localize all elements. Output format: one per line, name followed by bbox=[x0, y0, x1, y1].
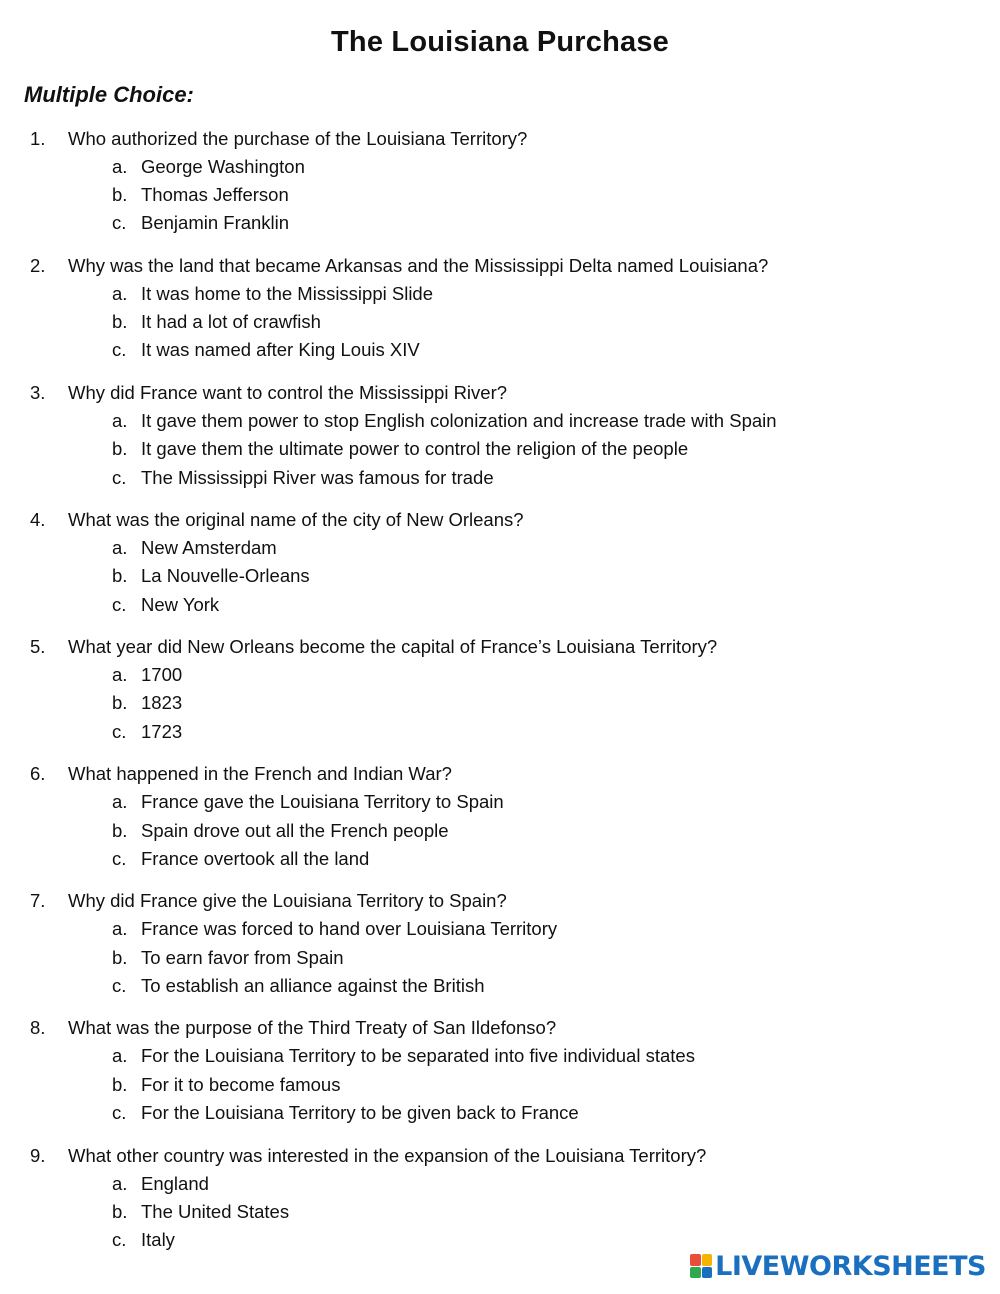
option-text: For it to become famous bbox=[141, 1073, 341, 1095]
option-letter: b. bbox=[112, 692, 128, 714]
option-letter: c. bbox=[112, 593, 127, 615]
answer-option[interactable] bbox=[0, 915, 1000, 943]
option-text: La Nouvelle-Orleans bbox=[141, 565, 310, 587]
answer-options bbox=[0, 280, 1000, 365]
question-text: What was the purpose of the Third Treaty of San Ildefonso? bbox=[68, 1017, 557, 1039]
answer-option[interactable] bbox=[0, 845, 1000, 873]
question-item bbox=[0, 1014, 1000, 1127]
option-text: Spain drove out all the French people bbox=[141, 819, 449, 841]
option-text: France was forced to hand over Louisiana Territory bbox=[141, 918, 558, 940]
answer-option[interactable] bbox=[0, 718, 1000, 746]
answer-option[interactable] bbox=[0, 308, 1000, 336]
question-number: 9. bbox=[30, 1144, 46, 1166]
option-letter: b. bbox=[112, 946, 128, 968]
watermark-text: LIVEWORKSHEETS bbox=[715, 1250, 986, 1282]
logo-square-green bbox=[690, 1267, 701, 1279]
option-text: To establish an alliance against the British bbox=[141, 974, 485, 996]
answer-option[interactable] bbox=[0, 435, 1000, 463]
answer-option[interactable] bbox=[0, 209, 1000, 237]
question-number: 1. bbox=[30, 128, 46, 149]
answer-options bbox=[0, 915, 1000, 1000]
option-letter: a. bbox=[112, 791, 128, 813]
question-number: 7. bbox=[30, 890, 46, 912]
answer-option[interactable] bbox=[0, 1170, 1000, 1198]
option-text: New Amsterdam bbox=[141, 537, 277, 559]
page-title: The Louisiana Purchase bbox=[331, 26, 669, 58]
option-letter: a. bbox=[112, 1045, 128, 1067]
question-line bbox=[0, 887, 1000, 915]
answer-options bbox=[0, 661, 1000, 746]
option-text: France overtook all the land bbox=[141, 847, 370, 869]
question-number: 6. bbox=[30, 763, 46, 785]
logo-square-yellow bbox=[702, 1254, 713, 1266]
answer-options bbox=[0, 1170, 1000, 1255]
question-text: Why was the land that became Arkansas and the Mississippi Delta named Louisiana? bbox=[68, 255, 769, 277]
answer-option[interactable] bbox=[0, 1042, 1000, 1070]
question-text: Who authorized the purchase of the Louisiana Territory? bbox=[68, 128, 528, 149]
question-list bbox=[0, 125, 1000, 1269]
option-letter: b. bbox=[112, 565, 128, 587]
option-text: It had a lot of crawfish bbox=[141, 311, 321, 333]
question-item bbox=[0, 633, 1000, 746]
option-letter: a. bbox=[112, 283, 128, 305]
option-letter: a. bbox=[112, 1172, 128, 1194]
question-item bbox=[0, 887, 1000, 1000]
option-text: France gave the Louisiana Territory to Spain bbox=[141, 791, 504, 813]
option-letter: a. bbox=[112, 410, 128, 432]
answer-option[interactable] bbox=[0, 817, 1000, 845]
option-letter: b. bbox=[112, 1073, 128, 1095]
option-text: The United States bbox=[141, 1200, 290, 1222]
question-item bbox=[0, 1142, 1000, 1255]
option-letter: b. bbox=[112, 819, 128, 841]
option-text: Benjamin Franklin bbox=[141, 212, 290, 234]
answer-options bbox=[0, 534, 1000, 619]
option-text: Thomas Jefferson bbox=[141, 184, 289, 206]
question-text: What year did New Orleans become the capital of France’s Louisiana Territory? bbox=[68, 636, 718, 658]
option-text: To earn favor from Spain bbox=[141, 946, 344, 968]
question-item bbox=[0, 252, 1000, 365]
option-text: England bbox=[141, 1172, 209, 1194]
answer-option[interactable] bbox=[0, 407, 1000, 435]
question-text: What happened in the French and Indian War? bbox=[68, 763, 452, 785]
option-text: 1723 bbox=[141, 720, 183, 742]
option-text: Italy bbox=[141, 1228, 175, 1250]
question-item bbox=[0, 506, 1000, 619]
option-letter: b. bbox=[112, 311, 128, 333]
answer-option[interactable] bbox=[0, 689, 1000, 717]
answer-option[interactable] bbox=[0, 181, 1000, 209]
option-letter: c. bbox=[112, 212, 127, 234]
answer-option[interactable] bbox=[0, 1099, 1000, 1127]
answer-option[interactable] bbox=[0, 591, 1000, 619]
option-letter: c. bbox=[112, 720, 127, 742]
answer-option[interactable] bbox=[0, 1198, 1000, 1226]
option-text: It was home to the Mississippi Slide bbox=[141, 283, 434, 305]
answer-options bbox=[0, 788, 1000, 873]
answer-options bbox=[0, 407, 1000, 492]
option-text: For the Louisiana Territory to be separated into five individual states bbox=[141, 1045, 695, 1067]
question-text: Why did France want to control the Mississippi River? bbox=[68, 382, 508, 404]
answer-option[interactable] bbox=[0, 788, 1000, 816]
option-text: For the Louisiana Territory to be given back to France bbox=[141, 1101, 579, 1123]
logo-square-blue bbox=[702, 1267, 713, 1279]
option-letter: a. bbox=[112, 156, 128, 177]
option-text: It gave them the ultimate power to control the religion of the people bbox=[141, 438, 689, 460]
option-letter: a. bbox=[112, 664, 128, 686]
option-letter: b. bbox=[112, 438, 128, 460]
answer-option[interactable] bbox=[0, 336, 1000, 364]
liveworksheets-logo-icon bbox=[690, 1254, 712, 1278]
option-text: 1823 bbox=[141, 692, 183, 714]
answer-option[interactable] bbox=[0, 464, 1000, 492]
question-line bbox=[0, 125, 1000, 153]
answer-option[interactable] bbox=[0, 562, 1000, 590]
option-text: The Mississippi River was famous for trade bbox=[141, 466, 494, 488]
question-number: 8. bbox=[30, 1017, 46, 1039]
question-line bbox=[0, 252, 1000, 280]
question-text: Why did France give the Louisiana Territory to Spain? bbox=[68, 890, 507, 912]
option-letter: a. bbox=[112, 537, 128, 559]
question-number: 3. bbox=[30, 382, 46, 404]
option-text: 1700 bbox=[141, 664, 183, 686]
watermark-logo bbox=[690, 1251, 986, 1281]
question-number: 2. bbox=[30, 255, 46, 277]
option-text: It gave them power to stop English colonization and increase trade with Spain bbox=[141, 410, 777, 432]
option-text: New York bbox=[141, 593, 220, 615]
question-line bbox=[0, 1142, 1000, 1170]
answer-option[interactable] bbox=[0, 972, 1000, 1000]
option-letter: c. bbox=[112, 339, 127, 361]
option-letter: b. bbox=[112, 184, 128, 206]
answer-option[interactable] bbox=[0, 280, 1000, 308]
section-heading: Multiple Choice: bbox=[24, 82, 194, 107]
question-line bbox=[0, 760, 1000, 788]
option-letter: c. bbox=[112, 974, 127, 996]
question-line bbox=[0, 1014, 1000, 1042]
question-line bbox=[0, 633, 1000, 661]
question-number: 4. bbox=[30, 509, 46, 531]
option-text: George Washington bbox=[141, 156, 305, 177]
question-line bbox=[0, 506, 1000, 534]
question-item bbox=[0, 379, 1000, 492]
option-letter: c. bbox=[112, 1228, 127, 1250]
option-letter: a. bbox=[112, 918, 128, 940]
question-line bbox=[0, 379, 1000, 407]
question-text: What was the original name of the city of New Orleans? bbox=[68, 509, 524, 531]
answer-option[interactable] bbox=[0, 944, 1000, 972]
option-letter: c. bbox=[112, 847, 127, 869]
question-text: What other country was interested in the expansion of the Louisiana Territory? bbox=[68, 1144, 707, 1166]
option-letter: c. bbox=[112, 1101, 127, 1123]
option-letter: c. bbox=[112, 466, 127, 488]
answer-option[interactable] bbox=[0, 534, 1000, 562]
answer-options bbox=[0, 153, 1000, 238]
question-item bbox=[0, 760, 1000, 873]
answer-option[interactable] bbox=[0, 661, 1000, 689]
question-number: 5. bbox=[30, 636, 46, 658]
logo-square-red bbox=[690, 1254, 701, 1266]
answer-options bbox=[0, 1042, 1000, 1127]
answer-option[interactable] bbox=[0, 1071, 1000, 1099]
option-letter: b. bbox=[112, 1200, 128, 1222]
option-text: It was named after King Louis XIV bbox=[141, 339, 420, 361]
answer-option[interactable] bbox=[0, 153, 1000, 181]
question-item bbox=[0, 125, 1000, 238]
